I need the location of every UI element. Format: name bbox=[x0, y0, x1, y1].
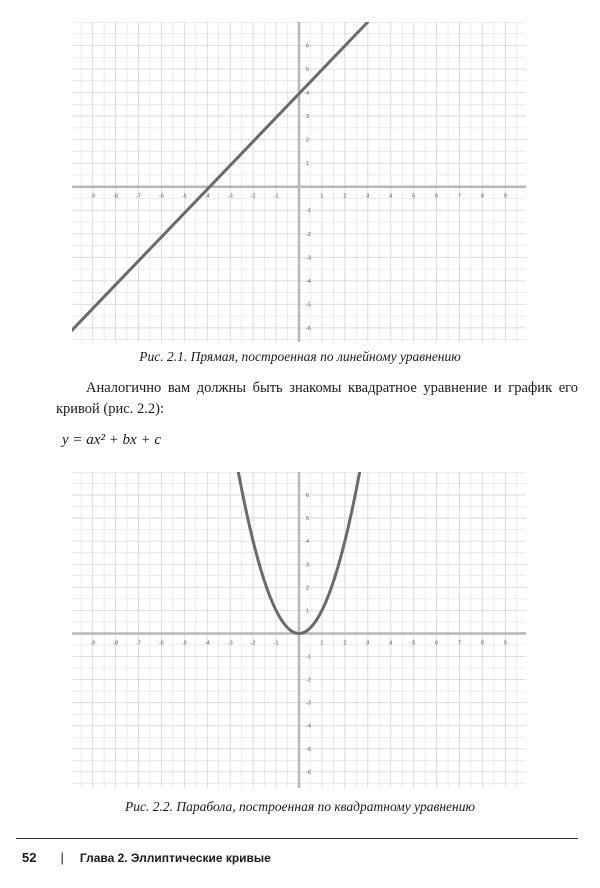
y-tick-label: 5 bbox=[306, 516, 310, 523]
y-tick-label: 6 bbox=[306, 493, 310, 500]
body-paragraph: Аналогично вам должны быть знакомы квадратное уравнение и график его кривой (рис. 2.2): bbox=[56, 380, 578, 417]
y-tick-label: 5 bbox=[306, 67, 310, 74]
x-tick-label: 7 bbox=[457, 193, 462, 200]
y-tick-label: 1 bbox=[306, 608, 310, 615]
y-tick-label: -4 bbox=[306, 278, 311, 285]
x-tick-label: 9 bbox=[503, 640, 507, 647]
x-tick-label: 8 bbox=[480, 640, 484, 647]
x-tick-label: -7 bbox=[136, 193, 141, 200]
x-tick-label: -3 bbox=[227, 193, 233, 200]
x-tick-label: 6 bbox=[435, 640, 439, 647]
x-tick-label: 8 bbox=[480, 193, 484, 200]
y-tick-label: -6 bbox=[306, 769, 311, 776]
x-tick-label: -8 bbox=[113, 193, 119, 200]
x-tick-label: -1 bbox=[273, 193, 279, 200]
linear-chart bbox=[72, 22, 526, 342]
y-tick-label: 1 bbox=[306, 161, 310, 168]
y-tick-label: 6 bbox=[306, 43, 310, 50]
y-tick-label: -1 bbox=[306, 208, 311, 215]
x-tick-label: 4 bbox=[389, 640, 393, 647]
x-tick-label: -2 bbox=[250, 640, 256, 647]
x-tick-label: 7 bbox=[457, 640, 462, 647]
x-tick-label: -4 bbox=[204, 193, 210, 200]
y-tick-label: -3 bbox=[306, 700, 311, 707]
page-footer bbox=[22, 850, 271, 865]
x-tick-label: 1 bbox=[320, 193, 324, 200]
x-tick-label: 2 bbox=[343, 640, 347, 647]
y-tick-label: -5 bbox=[306, 302, 311, 309]
chapter-title: Глава 2. Эллиптические кривые bbox=[79, 850, 271, 865]
y-tick-label: -2 bbox=[306, 677, 311, 684]
x-tick-label: -4 bbox=[204, 640, 210, 647]
y-tick-label: 4 bbox=[306, 90, 310, 97]
x-tick-label: -5 bbox=[181, 640, 187, 647]
y-tick-label: 3 bbox=[306, 114, 310, 121]
x-tick-label: -3 bbox=[227, 640, 233, 647]
x-tick-label: 6 bbox=[435, 193, 439, 200]
footer-rule bbox=[16, 838, 578, 839]
x-tick-label: -1 bbox=[273, 640, 279, 647]
x-tick-label: 2 bbox=[343, 193, 347, 200]
parabola-chart-svg bbox=[72, 472, 526, 788]
x-tick-label: 9 bbox=[503, 193, 507, 200]
y-tick-label: -6 bbox=[306, 325, 311, 332]
x-tick-label: -7 bbox=[136, 640, 141, 647]
parabola-chart bbox=[72, 472, 526, 788]
figure-caption-1: Рис. 2.1. Прямая, построенная по линейному уравнению bbox=[139, 349, 461, 364]
x-tick-label: -6 bbox=[158, 640, 164, 647]
y-tick-label: -5 bbox=[306, 746, 311, 753]
x-tick-label: 5 bbox=[412, 640, 416, 647]
x-tick-label: 3 bbox=[366, 640, 370, 647]
x-tick-label: -5 bbox=[181, 193, 187, 200]
y-tick-label: -1 bbox=[306, 654, 311, 661]
y-tick-label: 4 bbox=[306, 539, 310, 546]
x-tick-label: -2 bbox=[250, 193, 256, 200]
figure-caption-2: Рис. 2.2. Парабола, построенная по квадратному уравнению bbox=[125, 799, 475, 814]
quadratic-formula: y = ax² + bx + c bbox=[62, 432, 161, 448]
line-curve bbox=[72, 22, 368, 333]
y-tick-label: 2 bbox=[306, 137, 310, 144]
x-tick-label: 4 bbox=[389, 193, 393, 200]
x-tick-label: 5 bbox=[412, 193, 416, 200]
footer-separator: | bbox=[60, 850, 64, 865]
x-tick-label: -9 bbox=[90, 193, 96, 200]
x-tick-label: 3 bbox=[366, 193, 370, 200]
y-tick-label: -4 bbox=[306, 723, 311, 730]
x-tick-label: -9 bbox=[90, 640, 96, 647]
linear-chart-svg bbox=[72, 22, 526, 342]
x-tick-label: 1 bbox=[320, 640, 324, 647]
y-tick-label: -2 bbox=[306, 231, 311, 238]
y-tick-label: 2 bbox=[306, 585, 310, 592]
y-tick-label: -3 bbox=[306, 255, 311, 262]
page-number: 52 bbox=[22, 850, 37, 865]
y-tick-label: 3 bbox=[306, 562, 310, 569]
x-tick-label: -8 bbox=[113, 640, 119, 647]
x-tick-label: -6 bbox=[158, 193, 164, 200]
